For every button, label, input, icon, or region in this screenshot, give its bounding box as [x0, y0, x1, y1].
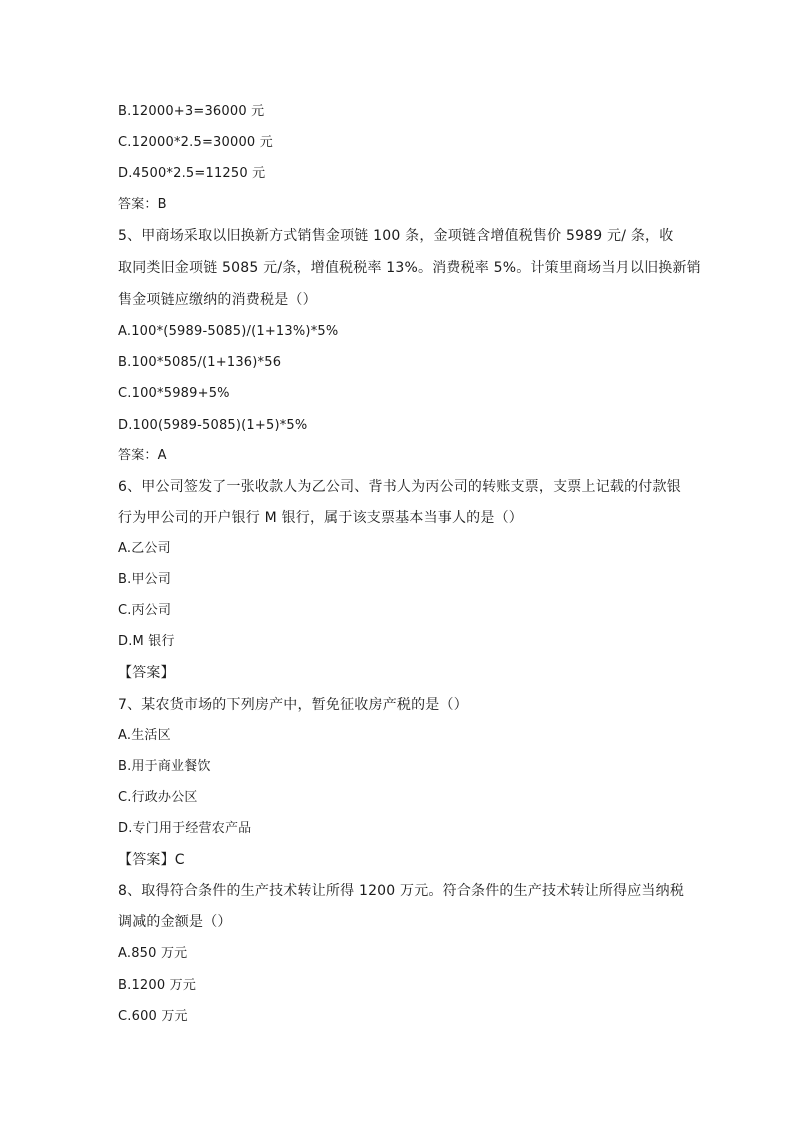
- option-a: A.850 万元: [118, 946, 188, 961]
- option-b: B.1200 万元: [118, 978, 197, 993]
- option-d: D.专门用于经营农产品: [118, 821, 252, 836]
- question-6-line-2: 行为甲公司的开户银行 M 银行，属于该支票基本当事人的是（）: [118, 510, 523, 526]
- option-d: D.M 银行: [118, 634, 175, 649]
- question-5-line-2: 取同类旧金项链 5085 元/条，增值税税率 13%。消费税率 5%。计策里商场当月以旧换新销: [118, 260, 701, 276]
- answer: 答案：A: [118, 448, 167, 463]
- answer: 【答案】: [118, 665, 175, 681]
- answer: 【答案】C: [118, 852, 185, 868]
- question-5-line-1: 5、甲商场采取以旧换新方式销售金项链 100 条，金项链含增值税售价 5989 元/ 条，收: [118, 228, 674, 244]
- option-c: C.600 万元: [118, 1009, 188, 1024]
- question-8-line-2: 调减的金额是（）: [118, 914, 232, 930]
- question-8-line-1: 8、取得符合条件的生产技术转让所得 1200 万元。符合条件的生产技术转让所得应当纳税: [118, 883, 685, 899]
- option-b: B.100*5085/(1+136)*56: [118, 355, 282, 370]
- option-a: A.100*(5989-5085)/(1+13%)*5%: [118, 324, 339, 339]
- option-b: B.用于商业餐饮: [118, 759, 211, 774]
- option-c: C.行政办公区: [118, 790, 198, 805]
- option-c: C.丙公司: [118, 603, 172, 618]
- question-7-line-1: 7、某农货市场的下列房产中，暂免征收房产税的是（）: [118, 697, 468, 713]
- option-b: B.甲公司: [118, 572, 172, 587]
- option-b: B.12000+3=36000 元: [118, 104, 265, 119]
- question-5-line-3: 售金项链应缴纳的消费税是（）: [118, 292, 317, 308]
- question-6-line-1: 6、甲公司签发了一张收款人为乙公司、背书人为丙公司的转账支票，支票上记载的付款银: [118, 479, 681, 495]
- option-a: A.乙公司: [118, 541, 171, 556]
- option-c: C.12000*2.5=30000 元: [118, 135, 273, 150]
- option-a: A.生活区: [118, 728, 171, 743]
- option-c: C.100*5989+5%: [118, 386, 230, 401]
- answer: 答案：B: [118, 197, 167, 212]
- option-d: D.4500*2.5=11250 元: [118, 166, 266, 181]
- option-d: D.100(5989-5085)(1+5)*5%: [118, 418, 308, 433]
